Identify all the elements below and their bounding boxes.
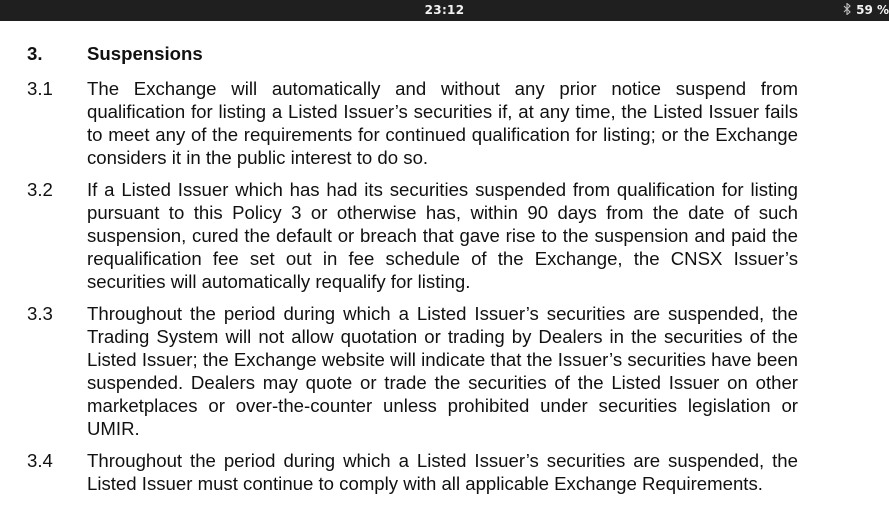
paragraph-text: If a Listed Issuer which has had its securities suspended from qualification for listing pursuant to this Policy 3 or otherwise has, within 90 days from the date of such suspension, cured the default or breach that gave rise to the suspension and paid the requalification fee set out in fee schedule of the Exchange, the CNSX Issuer’s securities will automatically requalify for listing.	[87, 179, 798, 292]
paragraph-number: 3.4	[27, 450, 53, 471]
paragraph	[0, 449, 889, 495]
section-title: Suspensions	[87, 43, 203, 64]
paragraph-text: The Exchange will automatically and without any prior notice suspend from qualification for listing a Listed Issuer’s securities if, at any time, the Listed Issuer fails to meet any of the requirements for continued qualification for listing; or the Exchange considers it in the public interest to do so.	[87, 78, 798, 168]
status-right-group	[843, 3, 889, 17]
paragraph	[0, 77, 889, 169]
section-number: 3.	[27, 43, 43, 64]
paragraph	[0, 178, 889, 293]
status-bar	[0, 0, 889, 21]
paragraph-text: Throughout the period during which a Listed Issuer’s securities are suspended, the Trading System will not allow quotation or trading by Dealers in the securities of the Listed Issuer; the Exchange website will indicate that the Issuer’s securities have been suspended. Dealers may quote or trade the securities of the Listed Issuer on other marketplaces or over-the-counter unless prohibited under securities legislation or UMIR.	[87, 303, 798, 439]
status-time: 23:12	[424, 3, 465, 17]
section-heading	[0, 42, 889, 65]
paragraph	[0, 302, 889, 440]
document-content	[0, 42, 889, 504]
bluetooth-icon	[843, 3, 851, 15]
paragraph-text: Throughout the period during which a Listed Issuer’s securities are suspended, the Listed Issuer must continue to comply with all applicable Exchange Requirements.	[87, 450, 798, 494]
battery-percentage: 59 %	[856, 3, 889, 17]
paragraph-number: 3.2	[27, 179, 53, 200]
paragraph-number: 3.3	[27, 303, 53, 324]
paragraph-number: 3.1	[27, 78, 53, 99]
